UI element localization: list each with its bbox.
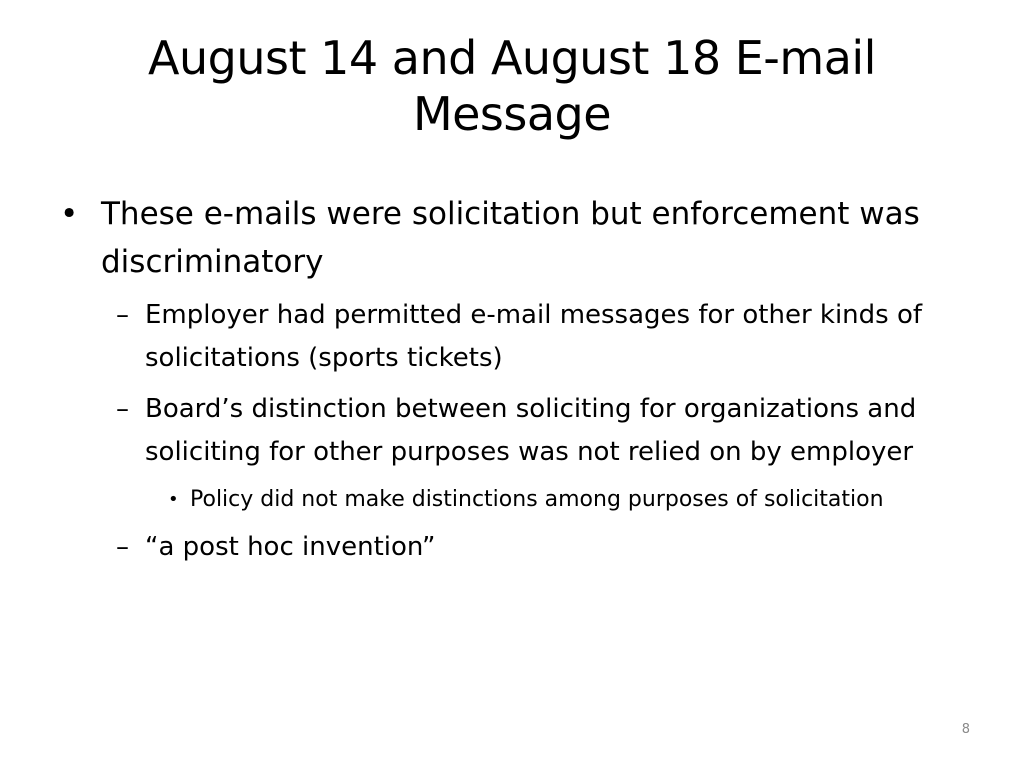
bullet-level-2: [116, 388, 960, 474]
bullet-level-2: [116, 526, 960, 569]
bullet-marker: •: [168, 489, 179, 510]
bullet-level-1: [60, 190, 960, 286]
bullet-level-3: [168, 482, 960, 518]
dash-marker: –: [116, 394, 129, 424]
bullet-text: These e-mails were solicitation but enforcement was discriminatory: [101, 196, 920, 280]
bullet-text: Policy did not make distinctions among purposes of solicitation: [190, 487, 884, 512]
slide-number: 8: [961, 722, 970, 737]
bullet-level-2: [116, 294, 960, 380]
slide-body: [60, 190, 960, 577]
dash-marker: –: [116, 532, 129, 562]
dash-marker: –: [116, 300, 129, 330]
slide-title: August 14 and August 18 E-mail Message: [148, 31, 876, 141]
bullet-text: Employer had permitted e-mail messages for other kinds of solicitations (sports tickets): [145, 300, 923, 373]
bullet-text: “a post hoc invention”: [145, 532, 436, 562]
bullet-text: Board’s distinction between soliciting for organizations and soliciting for other purposes was not relied on by employer: [145, 394, 917, 467]
bullet-marker: •: [60, 196, 79, 232]
